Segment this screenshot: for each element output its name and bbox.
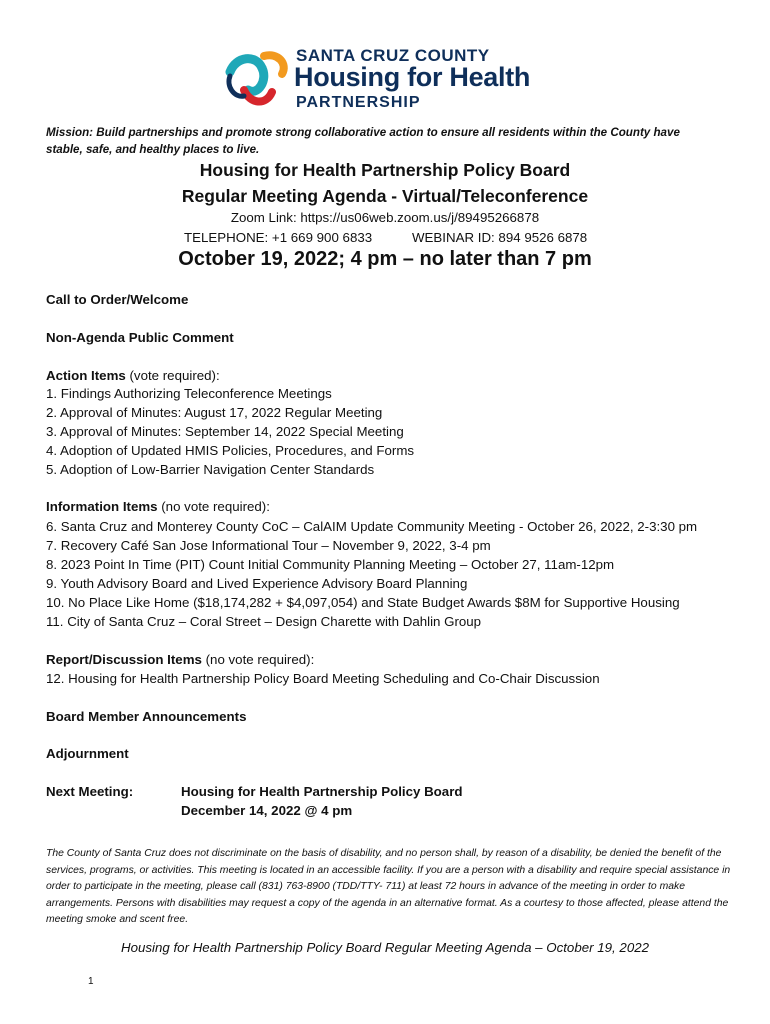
- list-item: 12. Housing for Health Partnership Policy Board Meeting Scheduling and Co-Chair Discussion: [46, 671, 600, 686]
- list-item: 11. City of Santa Cruz – Coral Street – Design Charette with Dahlin Group: [46, 614, 482, 629]
- list-item: 7. Recovery Café San Jose Informational Tour – November 9, 2022, 3-4 pm: [46, 538, 491, 553]
- list-item: 4. Adoption of Updated HMIS Policies, Procedures, and Forms: [46, 443, 415, 458]
- report-items-title: Report/Discussion Items: [46, 652, 202, 667]
- adjournment-heading: Adjournment: [46, 746, 129, 761]
- information-items-list: [46, 517, 697, 631]
- report-items-heading: [46, 652, 314, 667]
- telephone-number: TELEPHONE: +1 669 900 6833: [184, 230, 373, 245]
- mission-text: : Build partnerships and promote strong collaborative action to ensure all residents within the County have stable, safe, and healthy places to live.: [46, 126, 680, 156]
- action-items-list: [46, 384, 414, 479]
- board-title: Housing for Health Partnership Policy Board: [199, 160, 571, 180]
- logo-county-text: SANTA CRUZ COUNTY: [296, 46, 490, 65]
- mission-label: Mission: [46, 126, 90, 139]
- list-item: 5. Adoption of Low-Barrier Navigation Center Standards: [46, 462, 375, 477]
- information-items-title: Information Items: [46, 499, 158, 514]
- list-item: 3. Approval of Minutes: September 14, 2022 Special Meeting: [46, 424, 404, 439]
- information-items-note: (no vote required):: [157, 499, 270, 514]
- list-item: 1. Findings Authorizing Teleconference Meetings: [46, 386, 332, 401]
- call-to-order-heading: Call to Order/Welcome: [46, 292, 189, 307]
- information-items-heading: [46, 499, 270, 514]
- mission-statement: [46, 124, 716, 158]
- accessibility-disclaimer: The County of Santa Cruz does not discriminate on the basis of disability, and no person shall, by reason of a disability, be denied the benefit of the services, programs, or activities. This meeting is located in an accessible facility. If you are a person with a disability and require special assistance in order to participate in the meeting, please call (831) 763-8900 (TDD/TTY- 711) at least 72 hours in advance of the meeting in order to make arrangements. Persons with disabilities may request a copy of the agenda in an alternative format. As a courtesy to those affected, please attend the meeting smoke and scent free.: [46, 848, 731, 925]
- zoom-link[interactable]: Zoom Link: https://us06web.zoom.us/j/89495266878: [230, 210, 540, 225]
- public-comment-heading: Non-Agenda Public Comment: [46, 330, 234, 345]
- announcements-heading: Board Member Announcements: [46, 709, 247, 724]
- logo-name-text: Housing for Health: [294, 62, 531, 92]
- webinar-id: WEBINAR ID: 894 9526 6878: [412, 230, 588, 245]
- next-meeting-date: December 14, 2022 @ 4 pm: [181, 803, 353, 818]
- page-footer: Housing for Health Partnership Policy Board Regular Meeting Agenda – October 19, 2022: [121, 940, 649, 955]
- action-items-heading: [46, 368, 220, 383]
- list-item: 10. No Place Like Home ($18,174,282 + $4,097,054) and State Budget Awards $8M for Supportive Housing: [46, 595, 680, 610]
- partnership-logo: [222, 42, 552, 116]
- list-item: 6. Santa Cruz and Monterey County CoC – CalAIM Update Community Meeting - October 26, 2022, 2-3:30 pm: [46, 519, 698, 534]
- next-meeting-board: Housing for Health Partnership Policy Board: [181, 784, 463, 799]
- logo-mark-icon: [222, 46, 292, 112]
- report-items-list: [46, 669, 600, 688]
- action-items-title: Action Items: [46, 368, 126, 383]
- meeting-date: October 19, 2022; 4 pm – no later than 7 pm: [178, 248, 592, 270]
- list-item: 8. 2023 Point In Time (PIT) Count Initial Community Planning Meeting – October 27, 11am-12pm: [46, 557, 615, 572]
- list-item: 2. Approval of Minutes: August 17, 2022 Regular Meeting: [46, 405, 383, 420]
- logo-partnership-text: PARTNERSHIP: [296, 94, 421, 111]
- agenda-title: Regular Meeting Agenda - Virtual/Teleconference: [181, 186, 589, 206]
- list-item: 9. Youth Advisory Board and Lived Experience Advisory Board Planning: [46, 576, 468, 591]
- report-items-note: (no vote required):: [201, 652, 315, 667]
- next-meeting-label: Next Meeting:: [46, 784, 134, 799]
- action-items-note: (vote required):: [125, 368, 220, 383]
- page-number: 1: [88, 976, 94, 987]
